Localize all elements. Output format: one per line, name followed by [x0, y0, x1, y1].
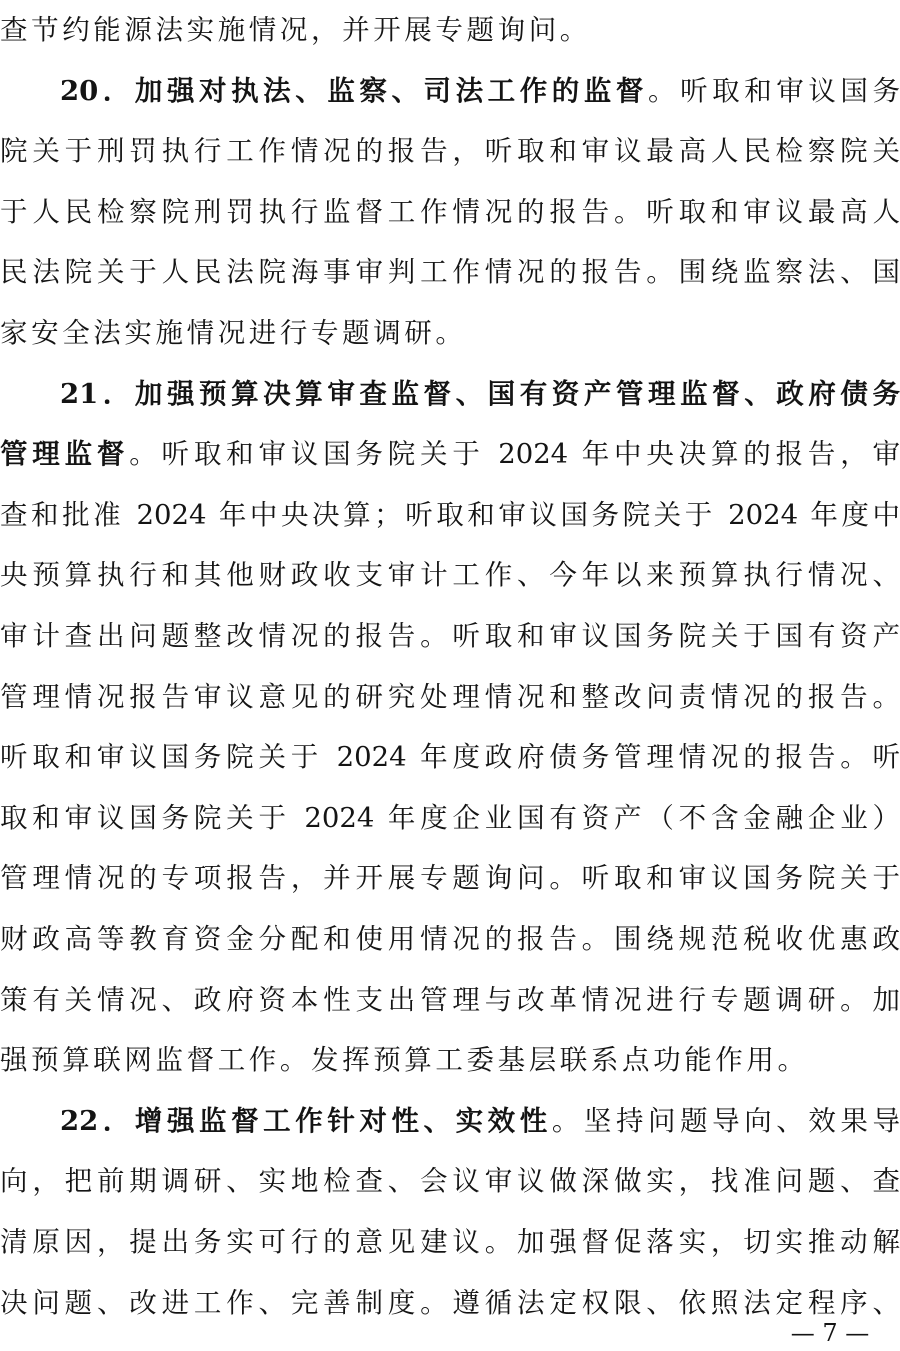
- text-line: [0, 1091, 900, 1151]
- body-text: 家安全法实施情况进行专题调研。: [0, 317, 467, 349]
- text-line: [0, 485, 900, 545]
- body-text: 策有关情况、政府资本性支出管理与改革情况进行专题调研。加: [0, 983, 900, 1016]
- text-line: [0, 606, 900, 666]
- text-line: [0, 364, 900, 424]
- text-line: [0, 303, 900, 363]
- text-line: [0, 1151, 900, 1211]
- body-text: 决问题、改进工作、完善制度。遵循法定权限、依照法定程序、: [0, 1286, 900, 1319]
- body-text: 民法院关于人民法院海事审判工作情况的报告。围绕监察法、国: [0, 256, 900, 289]
- text-line: [0, 788, 900, 848]
- text-line: [0, 242, 900, 302]
- text-line: [0, 909, 900, 969]
- text-line: [0, 424, 900, 484]
- text-line: [0, 0, 900, 60]
- body-text: 院关于刑罚执行工作情况的报告，听取和审议最高人民检察院关: [0, 135, 900, 168]
- body-text: 强预算联网监督工作。发挥预算工委基层联系点功能作用。: [0, 1044, 809, 1077]
- text-line: [0, 182, 900, 242]
- body-text: 财政高等教育资金分配和使用情况的报告。围绕规范税收优惠政: [0, 923, 900, 955]
- text-line: [0, 848, 900, 908]
- bold-heading-text: 21．加强预算决算审查监督、国有资产管理监督、政府债务: [60, 377, 900, 410]
- bold-heading-text: 20．加强对执法、监察、司法工作的监督: [60, 74, 649, 107]
- body-text: 听取和审议国务院关于 2024 年度政府债务管理情况的报告。听: [0, 741, 900, 774]
- text-line: [0, 727, 900, 787]
- text-line: [0, 667, 900, 727]
- text-line: [0, 545, 900, 605]
- text-line: [0, 61, 900, 121]
- body-text: 审计查出问题整改情况的报告。听取和审议国务院关于国有资产: [0, 620, 900, 652]
- bold-heading-text: 22．增强监督工作针对性、实效性: [60, 1104, 552, 1137]
- body-text: 向，把前期调研、实地检查、会议审议做深做实，找准问题、查: [0, 1165, 900, 1198]
- text-line: [0, 1030, 900, 1090]
- body-text: 查节约能源法实施情况，并开展专题询问。: [0, 14, 591, 46]
- body-text: 查和批准 2024 年中央决算；听取和审议国务院关于 2024 年度中: [0, 498, 900, 531]
- body-text: 。听取和审议国务院关于 2024 年中央决算的报告，审: [129, 438, 900, 471]
- text-line: [0, 1212, 900, 1272]
- body-text: 管理情况报告审议意见的研究处理情况和整改问责情况的报告。: [0, 680, 900, 713]
- body-text: 清原因，提出务实可行的意见建议。加强督促落实，切实推动解: [0, 1226, 900, 1258]
- page-number: — 7 —: [790, 1319, 870, 1347]
- body-text: 于人民检察院刑罚执行监督工作情况的报告。听取和审议最高人: [0, 195, 900, 228]
- body-text: 央预算执行和其他财政收支审计工作、今年以来预算执行情况、: [0, 559, 900, 592]
- body-text: 。听取和审议国务: [648, 74, 900, 107]
- text-line: [0, 1273, 900, 1333]
- body-text: 。坚持问题导向、效果导: [551, 1104, 900, 1137]
- bold-heading-text: 管理监督: [0, 438, 130, 471]
- body-text: 管理情况的专项报告，并开展专题询问。听取和审议国务院关于: [0, 862, 900, 895]
- body-text: 取和审议国务院关于 2024 年度企业国有资产（不含金融企业）: [0, 801, 900, 834]
- text-line: [0, 970, 900, 1030]
- text-line: [0, 121, 900, 181]
